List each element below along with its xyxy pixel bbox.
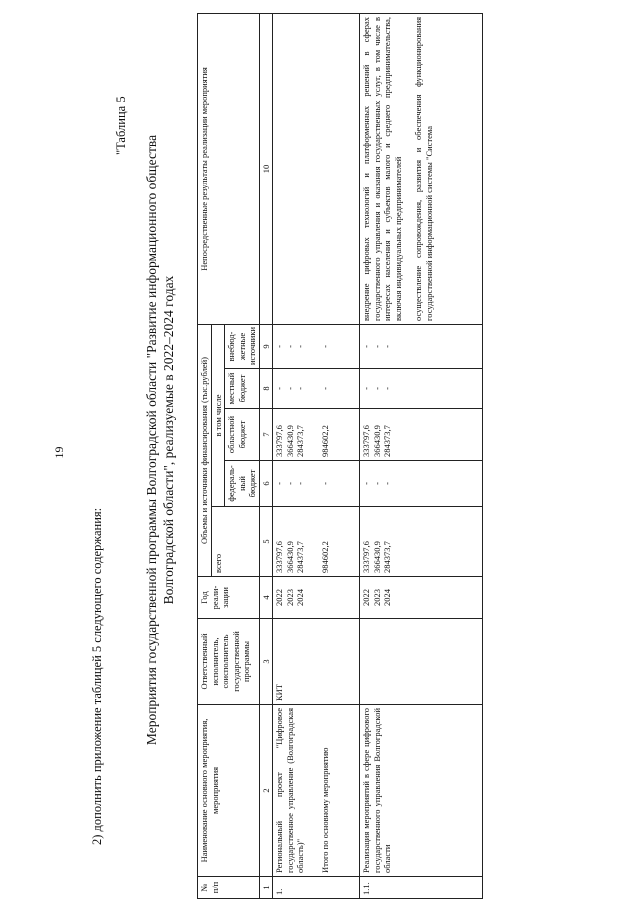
total-value: 366430,9 <box>284 541 295 573</box>
table-title <box>143 55 177 825</box>
row-results <box>360 13 483 324</box>
row-local: - <box>319 369 360 409</box>
total-value: 366430,9 <box>371 541 382 573</box>
row-name: Реализация мероприятий в сфере цифрового государственного управления Волгоградской области <box>360 705 483 877</box>
federal-value: - <box>295 482 305 485</box>
year-value: 2022 <box>361 589 371 606</box>
col-number-4: 4 <box>259 577 273 619</box>
local-value: - <box>274 387 284 390</box>
row-federal <box>273 461 320 507</box>
local-value: - <box>284 387 295 390</box>
row-extra <box>360 324 483 368</box>
title-line-2: Волгоградской области", реализуемые в 2022–2024 годах <box>161 275 176 605</box>
extra-value: - <box>382 345 392 348</box>
row-extra: - <box>319 324 360 368</box>
row-regional <box>360 409 483 461</box>
regional-value: 366430,9 <box>284 425 295 457</box>
row-num: 1.1. <box>360 877 483 899</box>
col-number-2: 2 <box>259 705 273 877</box>
row-local <box>360 369 483 409</box>
row-years <box>319 577 360 619</box>
regional-value: 333797,6 <box>361 425 371 457</box>
regional-value: 333797,6 <box>274 425 284 457</box>
row-num <box>319 877 360 899</box>
local-value: - <box>361 387 371 390</box>
header-extra: внебюд-жетные источники <box>225 324 260 368</box>
row-total <box>360 507 483 577</box>
header-federal: федераль-ный бюджет <box>225 461 260 507</box>
col-number-9: 9 <box>259 324 273 368</box>
year-value: 2024 <box>382 589 392 606</box>
header-year: Год реали-зации <box>198 577 260 619</box>
header-local: местный бюджет <box>225 369 260 409</box>
row-years <box>360 577 483 619</box>
year-value: 2023 <box>284 589 295 606</box>
row-local <box>273 369 320 409</box>
local-value: - <box>295 387 305 390</box>
title-line-1: Мероприятия государственной программы Волгоградской области "Развитие информационного общества <box>144 134 159 746</box>
federal-value: - <box>361 482 371 485</box>
header-funding: Объемы и источники финансирования (тыс.рублей) <box>198 324 212 576</box>
table-number: "Таблица 5 <box>114 96 128 155</box>
row-responsible <box>319 619 360 705</box>
row-name: Региональный проект "Цифровое государственное управление (Волгоградская область)" <box>273 705 320 877</box>
header-num: № п/п <box>198 877 260 899</box>
header-row-1 <box>198 13 212 898</box>
col-number-6: 6 <box>259 461 273 507</box>
year-value: 2024 <box>295 589 305 606</box>
col-number-1: 1 <box>259 877 273 899</box>
row-responsible: КИТ <box>273 619 320 705</box>
header-name: Наименование основного мероприятия, мероприятия <box>198 705 260 877</box>
header-results: Непосредственные результаты реализации мероприятия <box>198 13 260 324</box>
extra-value: - <box>371 345 382 348</box>
col-number-10: 10 <box>259 13 273 324</box>
extra-value: - <box>295 345 305 348</box>
table-row <box>273 13 320 898</box>
row-regional <box>273 409 320 461</box>
federal-value: - <box>284 482 295 485</box>
federal-value: - <box>382 482 392 485</box>
column-number-row <box>259 13 273 898</box>
local-value: - <box>371 387 382 390</box>
header-including: в том числе <box>211 324 225 506</box>
total-value: 333797,6 <box>274 541 284 573</box>
row-results <box>273 13 320 324</box>
extra-value: - <box>361 345 371 348</box>
regional-value: 284373,7 <box>295 425 305 457</box>
col-number-7: 7 <box>259 409 273 461</box>
total-value: 333797,6 <box>361 541 371 573</box>
row-total: 984602,2 <box>319 507 360 577</box>
local-value: - <box>382 387 392 390</box>
federal-value: - <box>371 482 382 485</box>
row-federal: - <box>319 461 360 507</box>
extra-value: - <box>274 345 284 348</box>
table-row <box>360 13 483 898</box>
header-regional: областной бюджет <box>225 409 260 461</box>
intro-text: 2) дополнить приложение таблицей 5 следующего содержания: <box>90 507 104 845</box>
row-responsible <box>360 619 483 705</box>
table-row <box>319 13 360 898</box>
col-number-5: 5 <box>259 507 273 577</box>
row-total <box>273 507 320 577</box>
row-name: Итого по основному мероприятию <box>319 705 360 877</box>
row-num: 1. <box>273 877 320 899</box>
total-value: 284373,7 <box>295 541 305 573</box>
measures-table <box>197 13 483 899</box>
federal-value: - <box>274 482 284 485</box>
regional-value: 284373,7 <box>382 425 392 457</box>
col-number-8: 8 <box>259 369 273 409</box>
extra-value: - <box>284 345 295 348</box>
row-years <box>273 577 320 619</box>
page-number: 19 <box>52 446 66 459</box>
total-value: 284373,7 <box>382 541 392 573</box>
result-item-1: внедрение цифровых технологий и платформенных решений в сферах государственного управления и оказания государственных услуг, в том числе в интересах населения и субъектов малого и среднего предпринимательства, включая индивидуальных предпринимателей <box>361 16 403 321</box>
row-extra <box>273 324 320 368</box>
row-results <box>319 13 360 324</box>
row-regional: 984602,2 <box>319 409 360 461</box>
header-responsible: Ответственный исполнитель, соисполнитель государственной программы <box>198 619 260 705</box>
regional-value: 366430,9 <box>371 425 382 457</box>
year-value: 2022 <box>274 589 284 606</box>
result-item-2: осуществление сопровождения, развития и обеспечения функционирования государственной информационной системы "Система <box>413 16 434 321</box>
header-total: всего <box>211 507 259 577</box>
year-value: 2023 <box>371 589 382 606</box>
row-federal <box>360 461 483 507</box>
col-number-3: 3 <box>259 619 273 705</box>
